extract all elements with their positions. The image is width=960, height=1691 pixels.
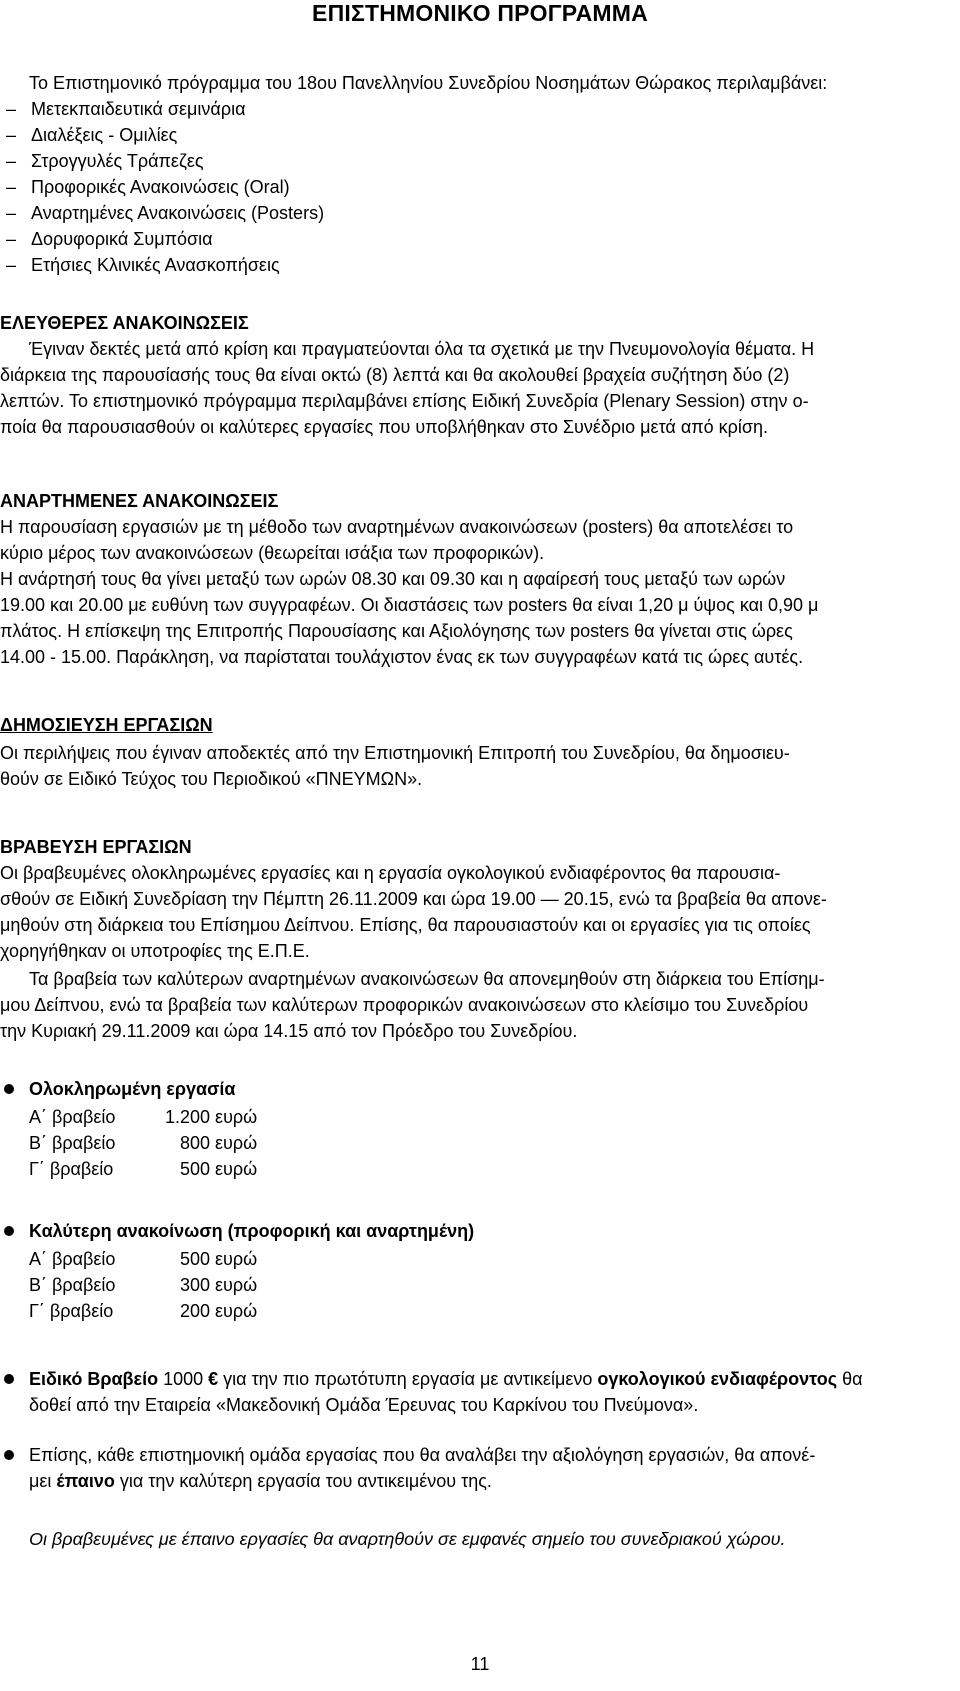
praise-line: Επίσης, κάθε επιστημονική ομάδα εργασίας που θα αναλάβει την αξιολόγηση εργασιών, θα απονέ- <box>29 1445 816 1465</box>
prize-row: Α΄ βραβείο <box>29 1249 116 1269</box>
bullet-icon <box>4 1450 14 1460</box>
paragraph-line: Η ανάρτησή τους θα γίνει μεταξύ των ωρών 08.30 και 09.30 και η αφαίρεσή τους μεταξύ των ωρών <box>0 569 786 589</box>
program-item: – Ετήσιες Κλινικές Ανασκοπήσεις <box>6 255 280 275</box>
prize-row: Β΄ βραβείο <box>29 1133 116 1153</box>
paragraph-line: κύριο μέρος των ανακοινώσεων (θεωρείται ισάξια των προφορικών). <box>0 543 545 563</box>
program-item: – Δορυφορικά Συμπόσια <box>6 229 213 249</box>
paragraph-line: πλάτος. Η επίσκεψη της Επιτροπής Παρουσίασης και Αξιολόγησης των posters θα γίνεται στις ώρες <box>0 621 793 641</box>
paragraph-line: ποία θα παρουσιασθούν οι καλύτερες εργασίες που υποβλήθηκαν στο Συνέδριο μετά από κρίση. <box>0 417 769 437</box>
paragraph-line: Τα βραβεία των καλύτερων αναρτημένων ανακοινώσεων θα απονεμηθούν στη διάρκεια του Επίσημ- <box>29 969 825 989</box>
prize-title-full: Ολοκληρωμένη εργασία <box>29 1079 236 1099</box>
section-heading-awards: ΒΡΑΒΕΥΣΗ ΕΡΓΑΣΙΩΝ <box>0 837 192 857</box>
page-title: ΕΠΙΣΤΗΜΟΝΙΚΟ ΠΡΟΓΡΑΜΜΑ <box>312 0 648 26</box>
paragraph-line: την Κυριακή 29.11.2009 και ώρα 14.15 από τον Πρόεδρο του Συνεδρίου. <box>0 1021 578 1041</box>
bullet-icon <box>4 1374 14 1384</box>
prize-amount: 200 ευρώ <box>180 1301 258 1321</box>
paragraph-line: Η παρουσίαση εργασιών με τη μέθοδο των αναρτημένων ανακοινώσεων (posters) θα αποτελέσει το <box>0 517 794 537</box>
section-heading-oral: ΕΛΕΥΘΕΡΕΣ ΑΝΑΚΟΙΝΩΣΕΙΣ <box>0 313 249 333</box>
prize-title-best: Καλύτερη ανακοίνωση (προφορική και αναρτημένη) <box>29 1221 475 1241</box>
prize-row: Β΄ βραβείο <box>29 1275 116 1295</box>
bullet-icon <box>4 1226 14 1236</box>
paragraph-line: Οι περιλήψεις που έγιναν αποδεκτές από την Επιστημονική Επιτροπή του Συνεδρίου, θα δημοσιευ- <box>0 743 790 763</box>
paragraph-line: μου Δείπνου, ενώ τα βραβεία των καλύτερων προφορικών ανακοινώσεων στο κλείσιμο του Συνεδρίου <box>0 995 809 1015</box>
prize-row: Α΄ βραβείο <box>29 1107 116 1127</box>
prize-row: Γ΄ βραβείο <box>29 1159 114 1179</box>
program-item: – Μετεκπαιδευτικά σεμινάρια <box>6 99 246 119</box>
prize-amount: 1.200 ευρώ <box>165 1107 258 1127</box>
paragraph-line: διάρκεια της παρουσίασής τους θα είναι οκτώ (8) λεπτά και θα ακολουθεί βραχεία συζήτηση δύο (2) <box>0 365 790 385</box>
prize-amount: 800 ευρώ <box>180 1133 258 1153</box>
paragraph-line: θούν σε Ειδικό Τεύχος του Περιοδικού «ΠΝΕΥΜΩΝ». <box>0 769 423 789</box>
special-prize-line: δοθεί από την Εταιρεία «Μακεδονική Ομάδα Έρευνας του Καρκίνου του Πνεύμονα». <box>29 1395 699 1415</box>
program-item: – Προφορικές Ανακοινώσεις (Oral) <box>6 177 290 197</box>
program-item: – Διαλέξεις - Ομιλίες <box>6 125 178 145</box>
paragraph-line: μηθούν στη διάρκεια του Επίσημου Δείπνου. Επίσης, θα παρουσιαστούν και οι εργασίες για τις οποίες <box>0 915 811 935</box>
section-heading-publication: ΔΗΜΟΣΙΕΥΣΗ ΕΡΓΑΣΙΩΝ <box>0 715 213 735</box>
paragraph-line: 19.00 και 20.00 με ευθύνη των συγγραφέων. Οι διαστάσεις των posters θα είναι 1,20 μ ύψος και 0,90 μ <box>0 595 819 615</box>
prize-amount: 500 ευρώ <box>180 1249 258 1269</box>
prize-amount: 500 ευρώ <box>180 1159 258 1179</box>
bullet-icon <box>4 1084 14 1094</box>
paragraph-line: λεπτών. Το επιστημονικό πρόγραμμα περιλαμβάνει επίσης Ειδική Συνεδρία (Plenary Session) στην ο- <box>0 391 809 411</box>
prize-row: Γ΄ βραβείο <box>29 1301 114 1321</box>
paragraph-line: χορηγήθηκαν οι υποτροφίες της Ε.Π.Ε. <box>0 941 310 961</box>
closing-note: Οι βραβευμένες με έπαινο εργασίες θα αναρτηθούν σε εμφανές σημείο του συνεδριακού χώρου. <box>29 1529 786 1549</box>
praise-line: μει έπαινο για την καλύτερη εργασία του αντικειμένου της. <box>29 1471 492 1491</box>
paragraph-line: Έγιναν δεκτές μετά από κρίση και πραγματεύονται όλα τα σχετικά με την Πνευμονολογία θέματα. Η <box>29 339 815 359</box>
paragraph-line: 14.00 - 15.00. Παράκληση, να παρίσταται τουλάχιστον ένας εκ των συγγραφέων κατά τις ώρες αυτές. <box>0 647 804 667</box>
section-heading-posters: ΑΝΑΡΤΗΜΕΝΕΣ ΑΝΑΚΟΙΝΩΣΕΙΣ <box>0 491 279 511</box>
intro-text: Το Επιστημονικό πρόγραμμα του 18ου Πανελληνίου Συνεδρίου Νοσημάτων Θώρακος περιλαμβάνει: <box>29 73 828 93</box>
program-item: – Στρογγυλές Τράπεζες <box>6 151 204 171</box>
paragraph-line: Οι βραβευμένες ολοκληρωμένες εργασίες και η εργασία ογκολογικού ενδιαφέροντος θα παρουσια- <box>0 863 781 883</box>
page-number: 11 <box>470 1654 490 1674</box>
special-prize-line: Ειδικό Βραβείο 1000 € για την πιο πρωτότυπη εργασία με αντικείμενο ογκολογικού ενδιαφέροντος θα <box>29 1369 863 1389</box>
prize-amount: 300 ευρώ <box>180 1275 258 1295</box>
paragraph-line: σθούν σε Ειδική Συνεδρίαση την Πέμπτη 26.11.2009 και ώρα 19.00 — 20.15, ενώ τα βραβεία θα απονε- <box>0 889 827 909</box>
program-item: – Αναρτημένες Ανακοινώσεις (Posters) <box>6 203 325 223</box>
